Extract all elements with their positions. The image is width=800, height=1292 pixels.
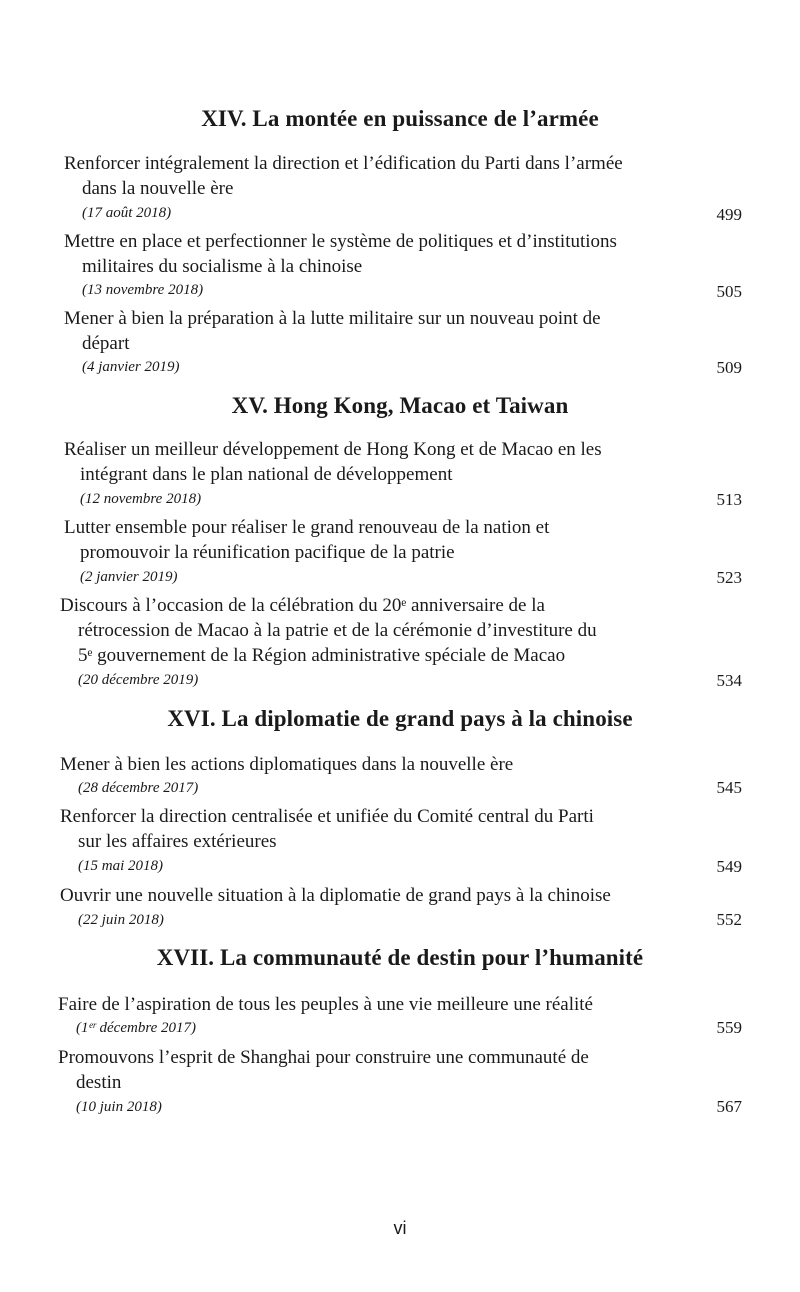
entry-title-line: sur les affaires extérieures [78,831,277,852]
entry-date: (10 juin 2018) [76,1099,162,1115]
entry-date: (13 novembre 2018) [82,282,204,298]
entry-page-number: 567 [716,1097,742,1116]
entry-date: (28 décembre 2017) [78,780,199,796]
entry-title-line: Lutter ensemble pour réaliser le grand renouveau de la nation et [64,517,550,538]
entry-title-line: militaires du socialisme à la chinoise [82,256,363,277]
entry-title-line: départ [82,333,130,354]
entry-date: (1ᵉʳ décembre 2017) [76,1020,196,1036]
entry-page-number: 549 [716,857,742,876]
entry-title-line: Discours à l’occasion de la célébration du 20ᵉ anniversaire de la [60,595,545,616]
section-heading: XIV. La montée en puissance de l’armée [201,106,599,131]
entry-page-number: 509 [716,358,742,377]
entry-page-number: 523 [716,568,742,587]
entry-page-number: 505 [716,282,742,301]
entry-title-line: promouvoir la réunification pacifique de la patrie [80,542,455,563]
entry-title-line: Faire de l’aspiration de tous les peuples à une vie meilleure une réalité [58,994,593,1015]
entry-title-line: Renforcer intégralement la direction et l’édification du Parti dans l’armée [64,153,623,174]
entry-page-number: 513 [716,490,742,509]
entry-title-line: dans la nouvelle ère [82,178,234,199]
entry-date: (22 juin 2018) [78,912,164,928]
entry-date: (20 décembre 2019) [78,672,199,688]
entry-title-line: 5ᵉ gouvernement de la Région administrative spéciale de Macao [78,645,566,666]
section-heading: XV. Hong Kong, Macao et Taiwan [231,393,569,418]
entry-date: (12 novembre 2018) [80,491,202,507]
entry-page-number: 545 [716,778,742,797]
entry-title-line: Promouvons l’esprit de Shanghai pour construire une communauté de [58,1047,589,1068]
entry-title-line: Renforcer la direction centralisée et unifiée du Comité central du Parti [60,806,594,827]
entry-title-line: Mener à bien les actions diplomatiques dans la nouvelle ère [60,754,514,775]
entry-title-line: rétrocession de Macao à la patrie et de la cérémonie d’investiture du [78,620,597,641]
section-heading: XVI. La diplomatie de grand pays à la chinoise [167,706,633,731]
entry-page-number: 552 [716,910,742,929]
entry-title-line: Réaliser un meilleur développement de Hong Kong et de Macao en les [64,439,602,460]
entry-title-line: Ouvrir une nouvelle situation à la diplomatie de grand pays à la chinoise [60,885,611,906]
entry-date: (15 mai 2018) [78,858,163,874]
entry-title-line: Mettre en place et perfectionner le système de politiques et d’institutions [64,231,617,252]
entry-page-number: 559 [716,1018,742,1037]
entry-page-number: 534 [716,671,742,690]
entry-date: (17 août 2018) [82,205,172,221]
entry-date: (4 janvier 2019) [82,359,180,375]
entry-page-number: 499 [716,205,742,224]
entry-date: (2 janvier 2019) [80,569,178,585]
entry-title-line: Mener à bien la préparation à la lutte militaire sur un nouveau point de [64,308,601,329]
page-number-footer: vi [393,1218,407,1238]
entry-title-line: destin [76,1072,122,1093]
section-heading: XVII. La communauté de destin pour l’humanité [156,945,644,970]
entry-title-line: intégrant dans le plan national de développement [80,464,453,485]
